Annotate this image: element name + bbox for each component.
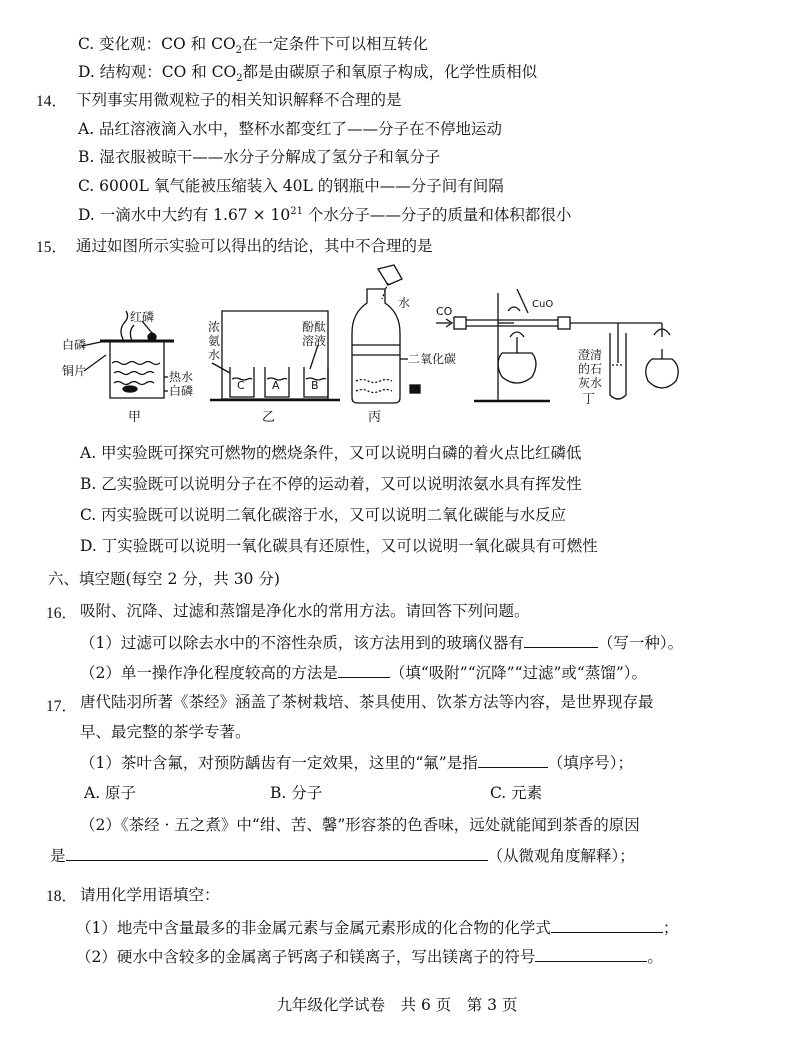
- q14-stem: 下列事实用微观粒子的相关知识解释不合理的是: [76, 91, 402, 109]
- label-beaker-b: B: [311, 379, 319, 392]
- experiment-figure: [62, 263, 732, 433]
- label-beaker-c: C: [237, 379, 245, 392]
- q17-stem-line2: 早、最完整的茶学专著。: [80, 723, 251, 741]
- q17-number: 17．: [46, 698, 78, 715]
- q13-option-d: D. 结构观：CO 和 $CO_2$都是由碳原子和氧原子构成，化学性质相似: [78, 63, 538, 85]
- label-huishui: 灰水: [578, 376, 603, 390]
- label-tongpian: 铜片: [62, 364, 87, 378]
- q14-option-b: B. 湿衣服被晾干——水分子分解成了氢分子和氧分子: [78, 148, 441, 166]
- label-shui: 水: [208, 348, 221, 362]
- q15-number: 15．: [36, 239, 68, 256]
- label-fentai: 酚酞: [302, 320, 327, 334]
- q18-part2: （2）硬水中含较多的金属离子钙离子和镁离子，写出镁离子的符号 。: [76, 948, 663, 966]
- q18-blank-2[interactable]: [535, 946, 647, 962]
- caption-bing: 丙: [368, 410, 382, 425]
- q15-stem: 通过如图所示实验可以得出的结论，其中不合理的是: [76, 237, 433, 255]
- q16-part1: （1）过滤可以除去水中的不溶性杂质，该方法用到的玻璃仪器有 （写一种）。: [80, 634, 684, 652]
- label-water: 水: [398, 296, 411, 310]
- q17-part1: （1）茶叶含氟，对预防龋齿有一定效果，这里的“氟”是指 （填序号）；: [80, 754, 633, 772]
- q14-option-a: A. 品红溶液滴入水中，整杯水都变红了——分子在不停地运动: [78, 120, 503, 138]
- q17-part2: （2）《茶经 · 五之煮》中“绀、苦、馨”形容茶的色香味，远处就能闻到茶香的原因: [80, 816, 640, 834]
- label-rongye: 溶液: [302, 334, 327, 348]
- q15-option-b: B. 乙实验既可以说明分子在不停的运动着，又可以说明浓氨水具有挥发性: [80, 475, 582, 493]
- q18-part1: （1）地壳中含量最多的非金属元素与金属元素形成的化合物的化学式 ；: [76, 919, 679, 937]
- caption-ding: 丁: [582, 392, 596, 407]
- q17-blank-1[interactable]: [478, 752, 548, 768]
- experiment-bing-apparatus: [352, 265, 420, 403]
- q16-number: 16．: [46, 605, 78, 622]
- experiment-ding-apparatus: [436, 289, 678, 401]
- q15-option-d: D. 丁实验既可以说明一氧化碳具有还原性，又可以说明一氧化碳具有可燃性: [80, 537, 598, 555]
- q17-option-b: B. 分子: [270, 784, 323, 802]
- q16-part2: （2）单一操作净化程度较高的方法是 （填“吸附”“沉降”“过滤”或“蒸馏”）。: [80, 664, 648, 682]
- q16-blank-1[interactable]: [524, 632, 598, 648]
- q17-blank-2[interactable]: [66, 845, 488, 861]
- q15-option-a: A. 甲实验既可探究可燃物的燃烧条件，又可以说明白磷的着火点比红磷低: [80, 444, 582, 462]
- section-heading: 六、填空题(每空 2 分，共 30 分): [48, 570, 280, 588]
- label-nong: 浓: [208, 320, 221, 334]
- q17-stem-line1: 唐代陆羽所著《茶经》涵盖了茶树栽培、茶具使用、饮茶方法等内容，是世界现存最: [80, 693, 654, 711]
- label-reshui: 热水: [169, 370, 194, 384]
- label-hongling: 红磷: [130, 310, 155, 324]
- q18-stem: 请用化学用语填空：: [80, 886, 220, 904]
- label-chengqing: 澄清: [578, 348, 603, 362]
- experiment-jia-apparatus: [82, 311, 174, 398]
- q17-option-c: C. 元素: [490, 784, 543, 802]
- label-an: 氨: [208, 334, 221, 348]
- label-co2: 二氧化碳: [408, 352, 457, 366]
- q18-number: 18．: [46, 888, 78, 905]
- label-deshi: 的石: [578, 362, 603, 376]
- q14-option-d: D. 一滴水中大约有 $1.67 \times 10^{21}$ 个水分子——分子的质量和体积都很小: [78, 205, 572, 224]
- caption-jia: 甲: [128, 410, 142, 425]
- q14-option-c: C. 6000L 氧气能被压缩装入 40L 的钢瓶中——分子间有间隔: [78, 177, 504, 195]
- q14-number: 14．: [36, 93, 68, 110]
- label-beaker-a: A: [272, 379, 280, 392]
- q13-option-c: C. 变化观：CO 和 $CO_2$在一定条件下可以相互转化: [78, 35, 429, 57]
- q15-option-c: C. 丙实验既可以说明二氧化碳溶于水，又可以说明二氧化碳能与水反应: [80, 506, 567, 524]
- label-co: CO: [436, 305, 453, 318]
- q16-blank-2[interactable]: [338, 662, 390, 678]
- q18-blank-1[interactable]: [551, 917, 663, 933]
- q17-part2-answer: 是 （从微观角度解释）；: [50, 847, 635, 865]
- label-bailing-left: 白磷: [62, 338, 87, 352]
- q17-option-a: A. 原子: [84, 784, 137, 802]
- label-bailing-bottom: 白磷: [169, 384, 194, 398]
- q16-stem: 吸附、沉降、过滤和蒸馏是净化水的常用方法。请回答下列问题。: [80, 602, 530, 620]
- caption-yi: 乙: [262, 410, 276, 425]
- label-cuo: CuO: [532, 299, 554, 310]
- page-footer: 九年级化学试卷 共 6 页 第 3 页: [276, 996, 518, 1014]
